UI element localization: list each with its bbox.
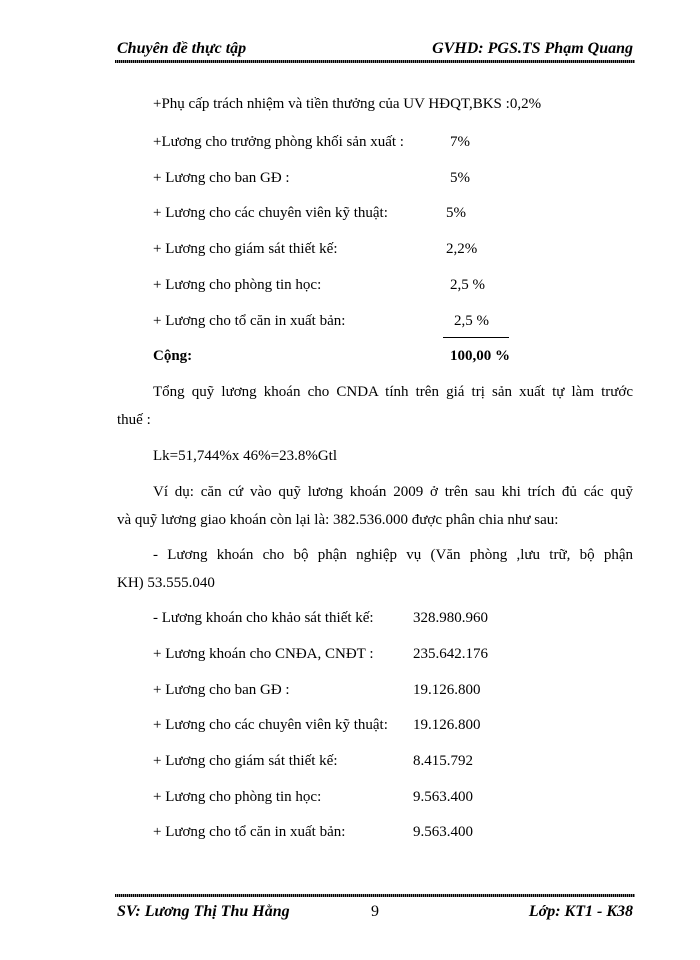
amount-item-label: + Lương cho ban GĐ : xyxy=(153,682,290,698)
paragraph-line: Ví dụ: căn cứ vào quỹ lương khoán 2009 ở trên sau khi trích đủ các quỹ xyxy=(153,484,633,500)
allocation-item-label: +Lương cho trưởng phòng khối sản xuất : xyxy=(153,134,404,150)
paragraph-line: thuế : xyxy=(117,412,151,428)
page-number: 9 xyxy=(371,903,379,920)
allocation-item-value: 2,5 % xyxy=(450,277,485,293)
total-label: Cộng: xyxy=(153,348,193,364)
amount-item-label: + Lương cho các chuyên viên kỹ thuật: xyxy=(153,717,388,733)
amount-item-value: 19.126.800 xyxy=(413,717,481,733)
allocation-item-label: + Lương cho các chuyên viên kỹ thuật: xyxy=(153,205,388,221)
amount-item-label: + Lương cho tổ căn in xuất bản: xyxy=(153,824,346,840)
allocation-item-value: 7% xyxy=(450,134,470,150)
amount-item-value: 19.126.800 xyxy=(413,682,481,698)
amount-item-value: 9.563.400 xyxy=(413,824,473,840)
allocation-item-value: 5% xyxy=(446,205,466,221)
allocation-item-value: 2,5 % xyxy=(454,313,489,329)
allocation-item-label: + Lương cho ban GĐ : xyxy=(153,170,290,186)
footer-student: SV: Lương Thị Thu Hằng xyxy=(117,903,290,920)
sum-underline xyxy=(443,337,509,338)
formula-text: Lk=51,744%x 46%=23.8%Gtl xyxy=(153,448,337,464)
amount-item-value: 235.642.176 xyxy=(413,646,488,662)
total-value: 100,00 % xyxy=(450,348,510,364)
allocation-item-value: 5% xyxy=(450,170,470,186)
amount-item-value: 8.415.792 xyxy=(413,753,473,769)
amount-item-value: 9.563.400 xyxy=(413,789,473,805)
amount-item-value: 328.980.960 xyxy=(413,610,488,626)
paragraph-line: Tổng quỹ lương khoán cho CNDA tính trên giá trị sản xuất tự làm trước xyxy=(153,384,633,400)
amount-item-label: - Lương khoán cho khảo sát thiết kế: xyxy=(153,610,374,626)
paragraph-line: - Lương khoán cho bộ phận nghiệp vụ (Văn phòng ,lưu trữ, bộ phận xyxy=(153,547,633,563)
amount-item-label: + Lương cho phòng tin học: xyxy=(153,789,322,805)
header-title: Chuyên đề thực tập xyxy=(117,40,247,57)
amount-item-label: + Lương cho giám sát thiết kế: xyxy=(153,753,338,769)
paragraph-line: KH) 53.555.040 xyxy=(117,575,215,591)
paragraph-line: và quỹ lương giao khoán còn lại là: 382.536.000 được phân chia như sau: xyxy=(117,512,559,528)
allocation-item-label: + Lương cho giám sát thiết kế: xyxy=(153,241,338,257)
allocation-item-value: 2,2% xyxy=(446,241,478,257)
allocation-item-label: + Lương cho tổ căn in xuất bản: xyxy=(153,313,346,329)
allocation-item-label: +Phụ cấp trách nhiệm và tiền thưởng của UV HĐQT,BKS :0,2% xyxy=(153,96,542,112)
footer-rule xyxy=(115,894,635,897)
allocation-item-label: + Lương cho phòng tin học: xyxy=(153,277,322,293)
header-rule xyxy=(115,60,635,63)
footer-class: Lớp: KT1 - K38 xyxy=(528,903,633,920)
amount-item-label: + Lương khoán cho CNĐA, CNĐT : xyxy=(153,646,374,662)
header-advisor: GVHD: PGS.TS Phạm Quang xyxy=(432,40,633,57)
